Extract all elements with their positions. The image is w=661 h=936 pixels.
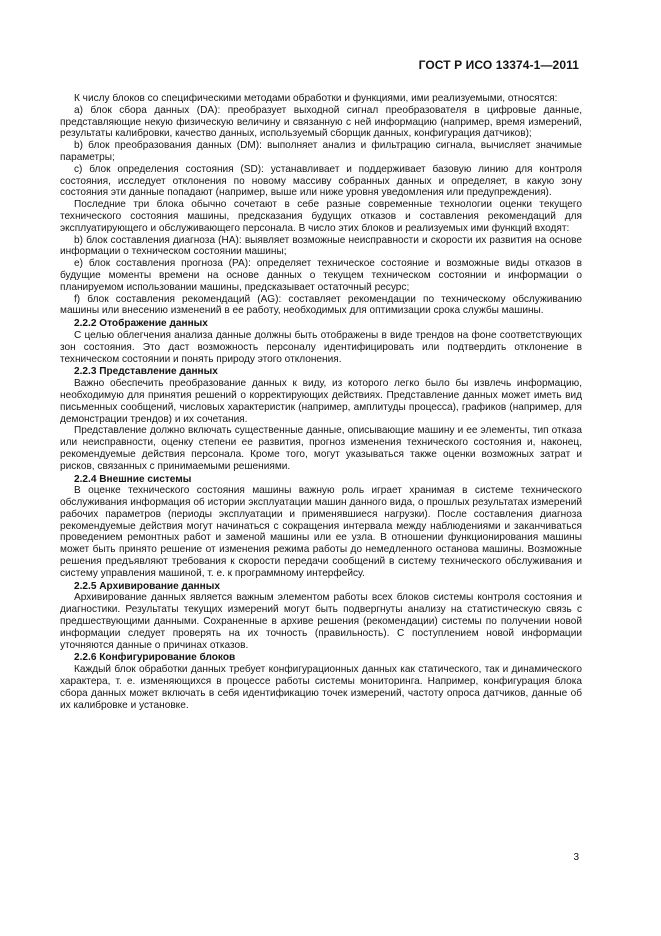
page-number: 3: [573, 852, 579, 863]
section-heading-2-2-6: 2.2.6 Конфигурирование блоков: [74, 652, 236, 664]
list-item-ag: f) блок составления рекомендаций (AG): составляет рекомендации по техническому обслуживанию машины или внесению изменений в ее работу, необходимых для оптимизации срока службы машины.: [60, 293, 582, 317]
section-2-2-6-paragraph: Каждый блок обработки данных требует конфигурационных данных как статического, так и динамического характера, т. е. изменяющихся в процессе работы системы мониторинга. Например, конфигурация блока сбора данных может включать в себя идентификацию точек измерений, частоту опроса датчиков, данные об их калибровке и установке.: [60, 664, 582, 711]
latter-blocks-paragraph: Последние три блока обычно сочетают в себе разные современные технологии оценки текущего технического состояния машины, предсказания будущих отказов и составления рекомендаций для эксплуатирующего и обслуживающего персонала. В число этих блоков и реализуемых ими функций входят:: [60, 199, 582, 234]
section-heading-2-2-5: 2.2.5 Архивирование данных: [74, 580, 220, 592]
section-2-2-3-paragraph: Представление должно включать существенные данные, описывающие машину и ее элементы, тип отказа или неисправности, оценку степени ее развития, прогноз изменения технического состояния и, наконец, рекомендуемые действия персонала. Кроме того, могут указываться также оценки возможных затрат и рисков, связанных с принимаемыми решениями.: [60, 425, 582, 472]
page-content: [60, 93, 582, 711]
section-heading-2-2-4: 2.2.4 Внешние системы: [74, 473, 192, 485]
section-2-2-4-paragraph: В оценке технического состояния машины важную роль играет хранимая в системе технического обслуживания информация об истории эксплуатации машин данного вида, о прошлых результатах измерений рабочих параметров (периоды эксплуатации и применявшиеся нагрузки). После составления диагноза рекомендуемые действия могут начинаться с сокращения интервала между наблюдениями и заканчиваться проведением ремонтных работ и заменой машины или ее узла. В отношении функционирования машины может быть принято решение от изменения режима работы до немедленного останова машины. Возможные решения предъявляют требования к скорости передачи сообщений в систему технического обслуживания и систему управления машиной, т. е. к программному интерфейсу.: [60, 485, 582, 579]
list-item-ha: b) блок составления диагноза (HA): выявляет возможные неисправности и скорости их развития на основе информации о техническом состоянии машины;: [60, 234, 582, 258]
section-heading-2-2-2: 2.2.2 Отображение данных: [74, 318, 208, 330]
standard-header: ГОСТ Р ИСО 13374-1—2011: [418, 58, 579, 72]
section-heading-2-2-3: 2.2.3 Представление данных: [74, 366, 218, 378]
list-item-sd: c) блок определения состояния (SD): устанавливает и поддерживает базовую линию для контроля состояния, исследует отклонения по новому массиву собранных данных и определяет, в какую зону состояния эти данные попадают (например, выше или ниже уровня уведомления или предупреждения).: [60, 163, 582, 199]
intro-paragraph: К числу блоков со специфическими методами обработки и функциями, ими реализуемыми, относятся:: [74, 93, 558, 104]
section-2-2-2-paragraph: С целью облегчения анализа данные должны быть отображены в виде трендов на фоне соответствующих зон состояния. Это даст возможность персоналу идентифицировать или подтвердить отклонение в техническом состоянии и понять природу этого отклонения.: [60, 329, 582, 365]
list-item-da: a) блок сбора данных (DA): преобразует выходной сигнал преобразователя в цифровые данные, представляющие некую физическую величину и связанную с ней информацию (например, время измерений, результаты калибровки, качество данных, используемый сборщик данных, конфигурация датчиков);: [60, 104, 582, 140]
section-2-2-5-paragraph: Архивирование данных является важным элементом работы всех блоков системы контроля состояния и диагностики. Результаты текущих измерений могут быть подвергнуты анализу на статистическую связь с предшествующими данными. Сохраненные в архиве решения (рекомендации) системы по получении новой информации следует проверять на их точность (правильность). С поступлением новой информации уточняются данные о причинах отказов.: [60, 592, 582, 651]
list-item-pa: e) блок составления прогноза (PA): определяет техническое состояние и возможные виды отказов в будущие моменты времени на основе данных о текущем техническом состоянии и информации о планируемом использовании машины, предсказывает остаточный ресурс;: [60, 258, 582, 293]
section-2-2-3-paragraph: Важно обеспечить преобразование данных к виду, из которого легко было бы извлечь информацию, необходимую для принятия решений о корректирующих действиях. Представление данных может иметь вид письменных сообщений, числовых характеристик (например, амплитуды процесса), графиков (например, для демонстрации трендов) и их сочетания.: [60, 378, 582, 425]
list-item-dm: b) блок преобразования данных (DM): выполняет анализ и фильтрацию сигнала, вычисляет значимые параметры;: [60, 140, 582, 163]
